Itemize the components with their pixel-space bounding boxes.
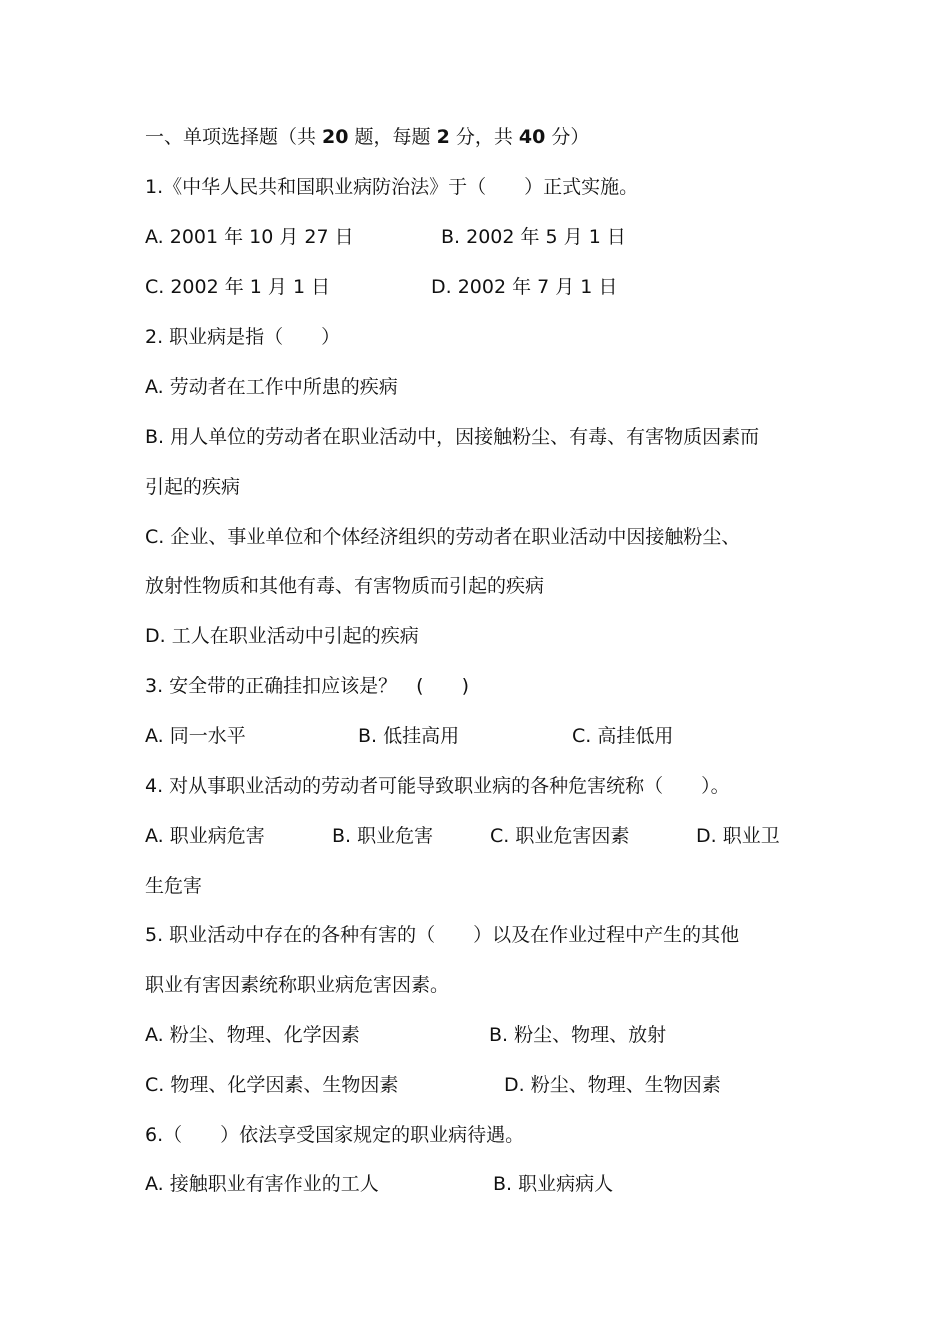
heading-text: 一、单项选择题（共: [145, 126, 323, 148]
option-c: C. 2002 年 1 月 1 日: [145, 276, 331, 298]
question-2-option-c: C. 企业、事业单位和个体经济组织的劳动者在职业活动中因接触粉尘、: [145, 526, 741, 548]
heading-text: 分）: [545, 126, 590, 148]
option-b: B. 职业病病人: [493, 1173, 614, 1195]
question-count: 20: [322, 126, 349, 148]
question-4-option-d-continued: 生危害: [145, 875, 203, 897]
option-c: C. 物理、化学因素、生物因素: [145, 1074, 399, 1096]
question-5-stem: 5. 职业活动中存在的各种有害的（ ）以及在作业过程中产生的其他: [145, 924, 740, 946]
option-b: B. 粉尘、物理、放射: [489, 1024, 667, 1046]
option-c: C. 高挂低用: [572, 725, 674, 747]
option-b: B. 低挂高用: [358, 725, 460, 747]
option-d: D. 2002 年 7 月 1 日: [431, 276, 618, 298]
question-6-stem: 6.（ ）依法享受国家规定的职业病待遇。: [145, 1124, 525, 1146]
total-points: 40: [518, 126, 546, 148]
option-a: A. 接触职业有害作业的工人: [145, 1173, 379, 1195]
question-2-option-a: A. 劳动者在工作中所患的疾病: [145, 376, 398, 398]
option-a: A. 同一水平: [145, 725, 246, 747]
section-heading: [145, 125, 589, 149]
heading-text: 题，每题: [348, 126, 437, 148]
option-a: A. 2001 年 10 月 27 日: [145, 226, 354, 248]
option-a: A. 职业病危害: [145, 825, 265, 847]
option-b: B. 职业危害: [332, 825, 434, 847]
points-per-question: 2: [436, 126, 450, 148]
question-2-option-c-continued: 放射性物质和其他有毒、有害物质而引起的疾病: [145, 575, 545, 597]
option-d: D. 职业卫: [696, 825, 780, 847]
question-3-stem: 3. 安全带的正确挂扣应该是？ ( ): [145, 675, 469, 697]
heading-text: 分，共: [449, 126, 519, 148]
question-4-stem: 4. 对从事职业活动的劳动者可能导致职业病的各种危害统称（ ）。: [145, 775, 730, 797]
question-2-option-b-continued: 引起的疾病: [145, 476, 241, 498]
option-d: D. 粉尘、物理、生物因素: [504, 1074, 721, 1096]
question-1-stem: 1.《中华人民共和国职业病防治法》于（ ）正式实施。: [145, 176, 639, 198]
question-2-stem: 2. 职业病是指（ ）: [145, 326, 341, 348]
question-2-option-b: B. 用人单位的劳动者在职业活动中，因接触粉尘、有毒、有害物质因素而: [145, 426, 760, 448]
option-c: C. 职业危害因素: [490, 825, 630, 847]
option-a: A. 粉尘、物理、化学因素: [145, 1024, 360, 1046]
question-2-option-d: D. 工人在职业活动中引起的疾病: [145, 625, 419, 647]
option-b: B. 2002 年 5 月 1 日: [441, 226, 626, 248]
question-5-stem-continued: 职业有害因素统称职业病危害因素。: [145, 974, 450, 996]
